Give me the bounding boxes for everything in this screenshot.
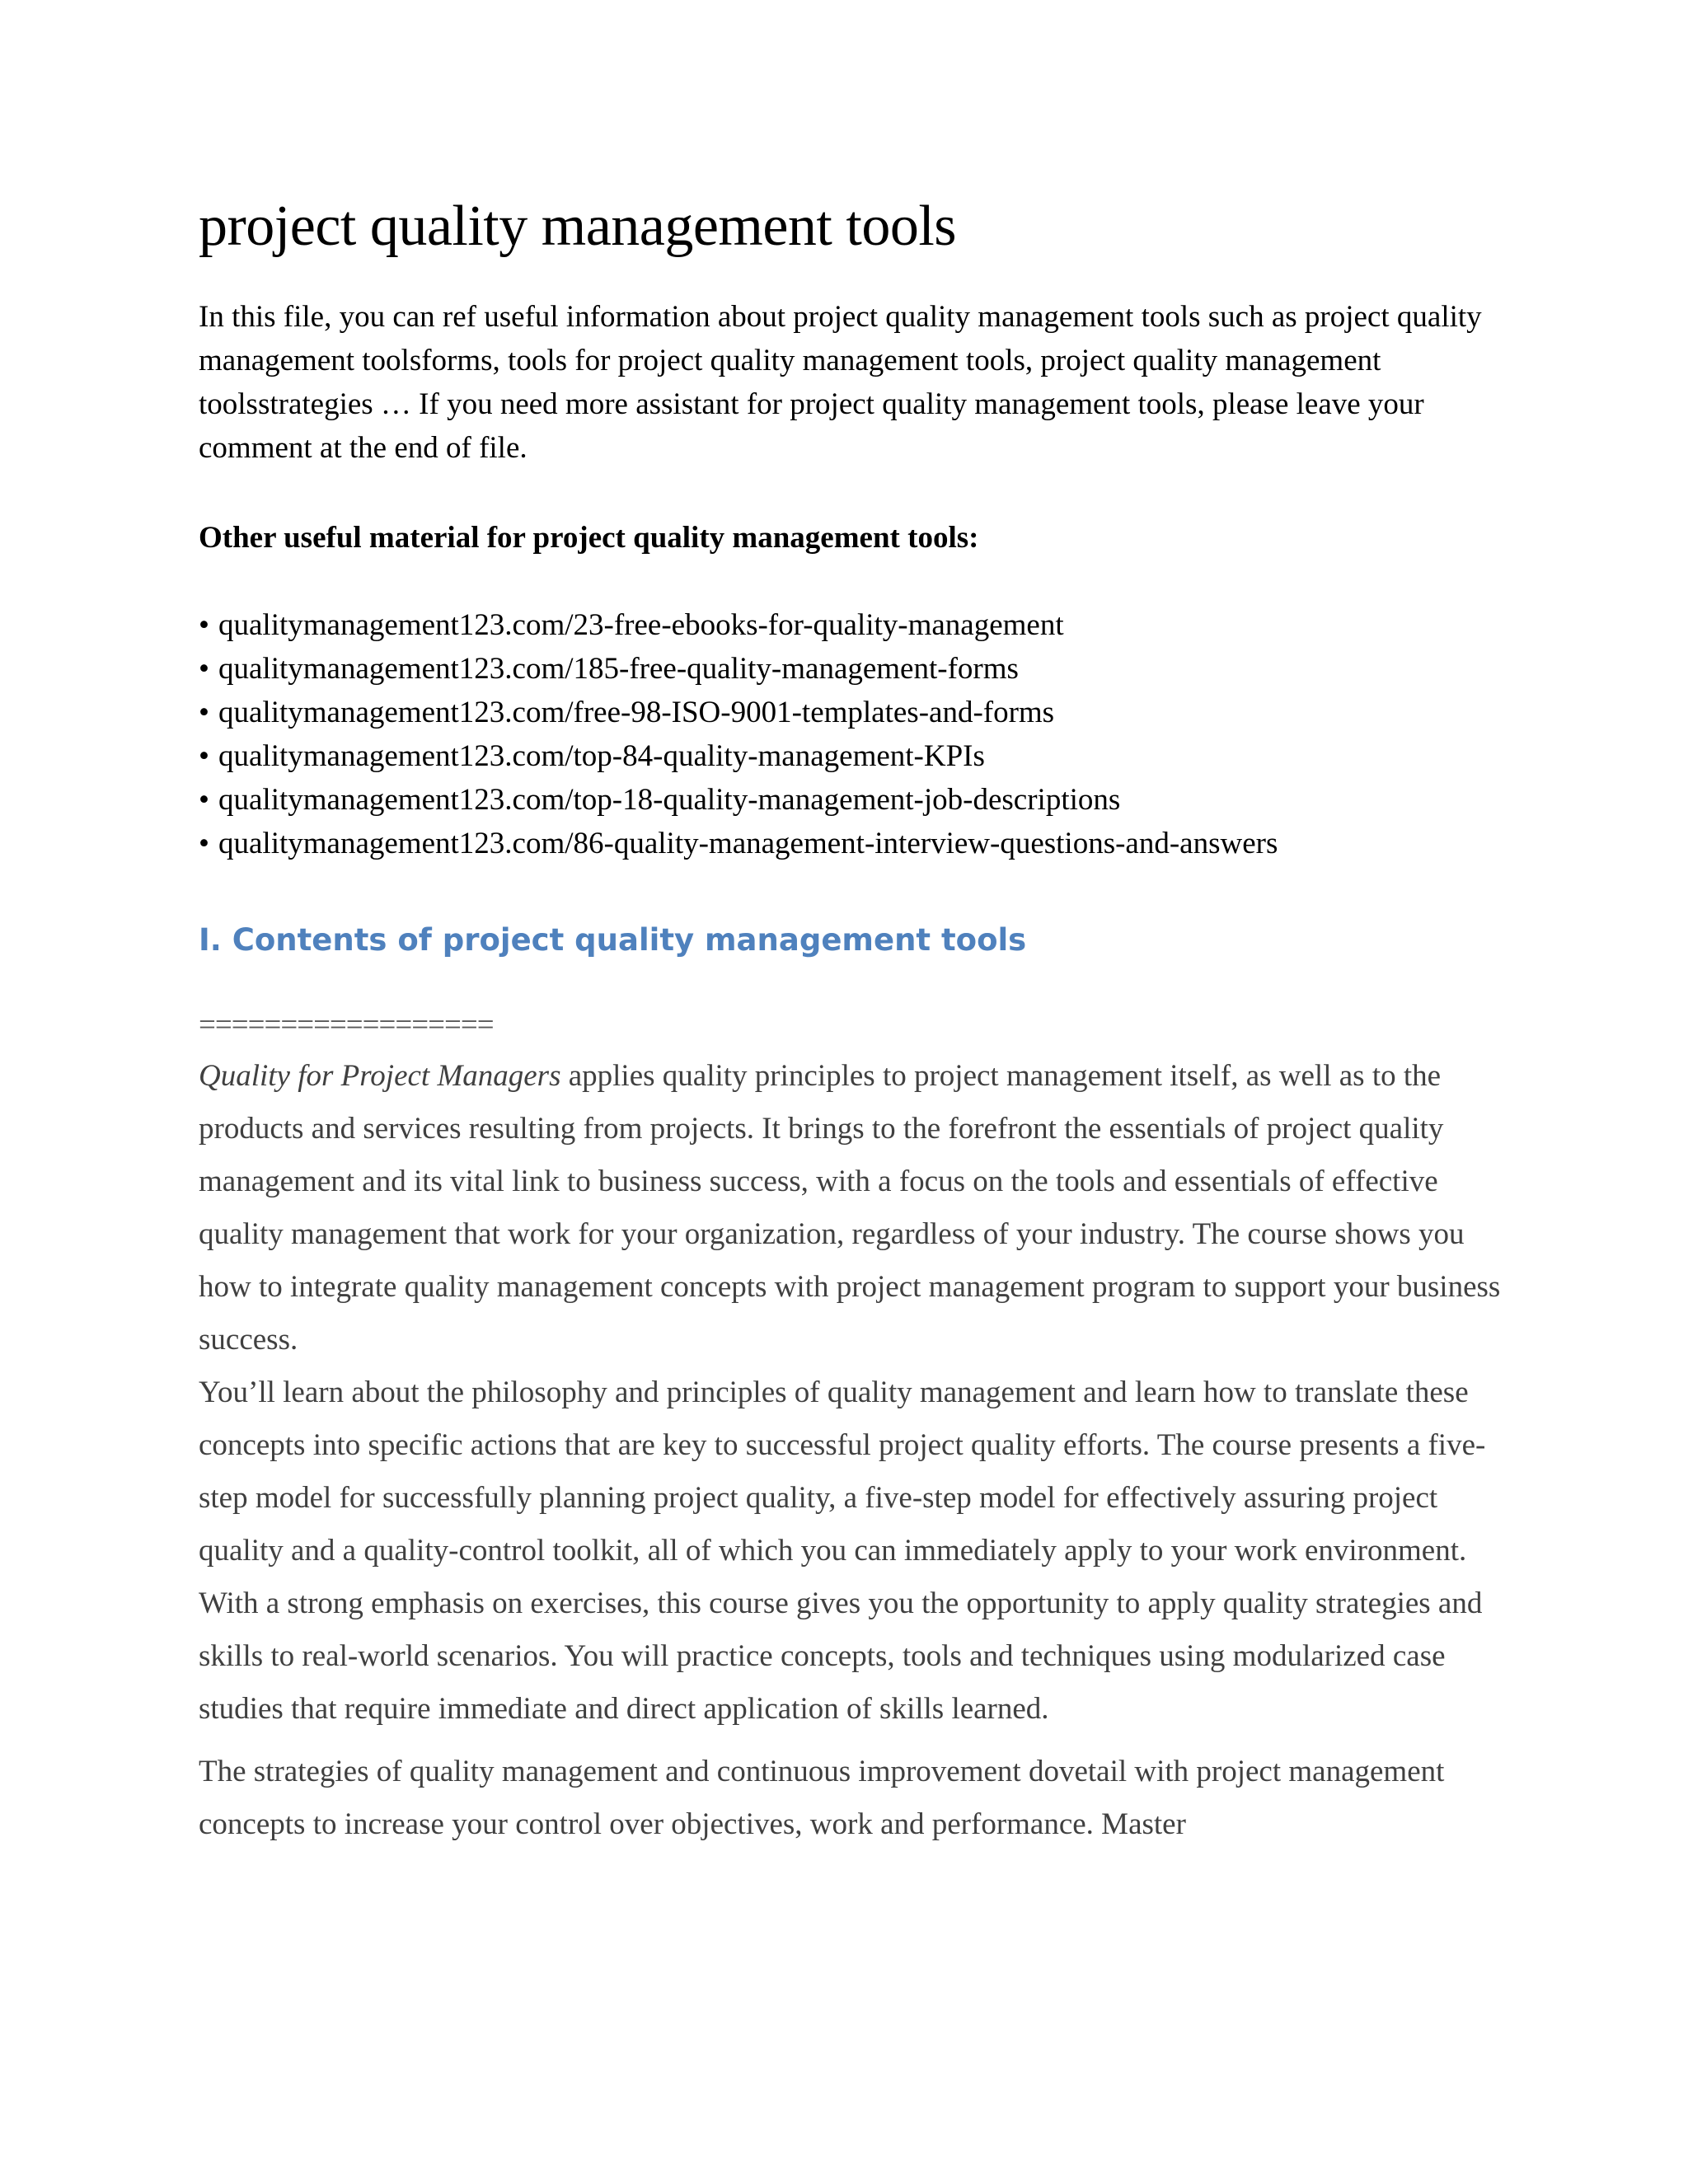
bullet-icon: • [199,696,209,729]
list-item [199,691,1501,734]
list-item [199,778,1501,822]
list-item [199,734,1501,778]
other-material-heading: Other useful material for project quality management tools: [199,521,979,555]
course-title-emphasis: Quality for Project Managers [199,1059,561,1093]
bullet-icon: • [199,739,209,773]
section-heading: I. Contents of project quality management tools [199,922,1027,958]
document-content [199,190,1501,1851]
material-link[interactable]: qualitymanagement123.com/free-98-ISO-9001-templates-and-forms [218,696,1055,729]
divider-line: ================== [199,1008,494,1042]
bullet-icon: • [199,608,209,642]
body-paragraph-2: You’ll learn about the philosophy and principles of quality management and learn how to translate these concepts into specific actions that are key to successful project quality efforts. The course presents a five-step model for successfully planning project quality, a five-step model for effectively assuring project quality and a quality-control toolkit, all of which you can immediately apply to your work environment. With a strong emphasis on exercises, this course gives you the opportunity to apply quality strategies and skills to real-world scenarios. You will practice concepts, tools and techniques using modularized case studies that require immediate and direct application of skills learned. [199,1376,1486,1726]
material-link[interactable]: qualitymanagement123.com/86-quality-management-interview-questions-and-answers [218,827,1278,860]
bullet-icon: • [199,783,209,817]
list-item [199,603,1501,647]
material-link[interactable]: qualitymanagement123.com/185-free-quality-management-forms [218,652,1019,686]
list-item [199,822,1501,865]
list-item [199,647,1501,691]
body-paragraph-3: The strategies of quality management and continuous improvement dovetail with project management concepts to increase your control over objectives, work and performance. Master [199,1755,1445,1841]
material-link[interactable]: qualitymanagement123.com/top-18-quality-management-job-descriptions [218,783,1121,817]
document-title: project quality management tools [199,194,957,258]
intro-paragraph: In this file, you can ref useful information about project quality management tools such as project quality management toolsforms, tools for project quality management tools, project quality management toolsstrategies … If you need more assistant for project quality management tools, please leave your comment at the end of file. [199,300,1482,465]
body-paragraph-1 [199,1050,1501,1366]
material-link[interactable]: qualitymanagement123.com/top-84-quality-management-KPIs [218,739,985,773]
body-paragraph-1-text: applies quality principles to project management itself, as well as to the products and services resulting from projects. It brings to the forefront the essentials of project quality management and its vital link to business success, with a focus on the tools and essentials of effective quality management that work for your organization, regardless of your industry. The course shows you how to integrate quality management concepts with project management program to support your business success. [199,1059,1501,1357]
material-link-list [199,603,1501,865]
material-link[interactable]: qualitymanagement123.com/23-free-ebooks-for-quality-management [218,608,1064,642]
bullet-icon: • [199,652,209,686]
bullet-icon: • [199,827,209,860]
